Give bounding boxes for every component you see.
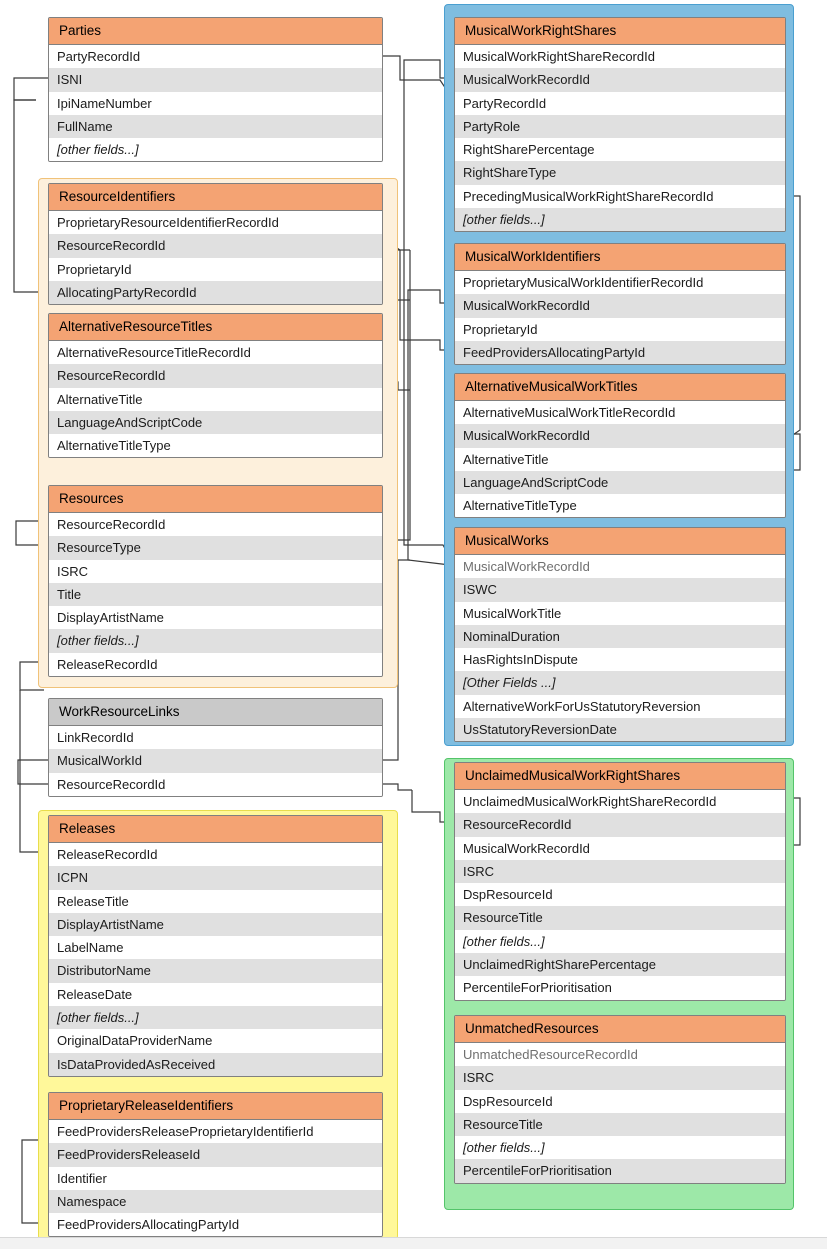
table-field-row[interactable]: ResourceTitle	[455, 906, 785, 929]
table-field-row[interactable]: PercentileForPrioritisation	[455, 976, 785, 999]
table-field-row[interactable]: UnclaimedRightSharePercentage	[455, 953, 785, 976]
table-title: MusicalWorks	[455, 528, 785, 555]
table-field-row[interactable]: Namespace	[49, 1190, 382, 1213]
table-field-row[interactable]: MusicalWorkTitle	[455, 602, 785, 625]
table-field-row[interactable]: OriginalDataProviderName	[49, 1029, 382, 1052]
table-field-row[interactable]: [other fields...]	[49, 629, 382, 652]
table-field-row[interactable]: MusicalWorkId	[49, 749, 382, 772]
table-field-row[interactable]: ICPN	[49, 866, 382, 889]
table-title: WorkResourceLinks	[49, 699, 382, 726]
table-field-row[interactable]: ResourceRecordId	[49, 773, 382, 796]
table-field-row[interactable]: [other fields...]	[455, 1136, 785, 1159]
table-field-row[interactable]: DspResourceId	[455, 1090, 785, 1113]
table-field-row[interactable]: UnmatchedResourceRecordId	[455, 1043, 785, 1066]
table-field-row[interactable]: MusicalWorkRecordId	[455, 555, 785, 578]
table-field-row[interactable]: ReleaseDate	[49, 983, 382, 1006]
table-field-row[interactable]: DisplayArtistName	[49, 913, 382, 936]
table-field-row[interactable]: ProprietaryResourceIdentifierRecordId	[49, 211, 382, 234]
table-field-row[interactable]: ResourceRecordId	[49, 364, 382, 387]
table-field-row[interactable]: IsDataProvidedAsReceived	[49, 1053, 382, 1076]
table-field-row[interactable]: DspResourceId	[455, 883, 785, 906]
table-field-row[interactable]: FeedProvidersReleaseId	[49, 1143, 382, 1166]
table-field-row[interactable]: MusicalWorkRecordId	[455, 294, 785, 317]
table-field-row[interactable]: ResourceTitle	[455, 1113, 785, 1136]
table-field-row[interactable]: FeedProvidersAllocatingPartyId	[455, 341, 785, 364]
table-field-row[interactable]: ISRC	[455, 1066, 785, 1089]
table-title: MusicalWorkRightShares	[455, 18, 785, 45]
table-field-row[interactable]: DistributorName	[49, 959, 382, 982]
table-field-row[interactable]: HasRightsInDispute	[455, 648, 785, 671]
table-field-row[interactable]: AlternativeTitleType	[455, 494, 785, 517]
table-title: ProprietaryReleaseIdentifiers	[49, 1093, 382, 1120]
table-musicalworks[interactable]	[454, 527, 786, 742]
table-title: AlternativeResourceTitles	[49, 314, 382, 341]
table-field-row[interactable]: LanguageAndScriptCode	[49, 411, 382, 434]
table-field-row[interactable]: PartyRecordId	[455, 92, 785, 115]
table-field-row[interactable]: LabelName	[49, 936, 382, 959]
table-title: MusicalWorkIdentifiers	[455, 244, 785, 271]
table-musicalworkrightshares[interactable]	[454, 17, 786, 232]
wire-parties-left-loop	[14, 78, 48, 100]
table-field-row[interactable]: ReleaseRecordId	[49, 843, 382, 866]
table-alternativemusicalworktitles[interactable]	[454, 373, 786, 518]
table-field-row[interactable]: PercentileForPrioritisation	[455, 1159, 785, 1182]
table-resources[interactable]	[48, 485, 383, 677]
table-field-row[interactable]: ProprietaryId	[455, 318, 785, 341]
table-title: Parties	[49, 18, 382, 45]
table-field-row[interactable]: AllocatingPartyRecordId	[49, 281, 382, 304]
table-title: Resources	[49, 486, 382, 513]
table-field-row[interactable]: [other fields...]	[455, 930, 785, 953]
table-field-row[interactable]: ResourceRecordId	[455, 813, 785, 836]
table-field-row[interactable]: ISRC	[455, 860, 785, 883]
table-field-row[interactable]: [other fields...]	[49, 138, 382, 161]
table-field-row[interactable]: UsStatutoryReversionDate	[455, 718, 785, 741]
table-field-row[interactable]: Identifier	[49, 1167, 382, 1190]
table-field-row[interactable]: FullName	[49, 115, 382, 138]
table-unmatchedresources[interactable]	[454, 1015, 786, 1184]
table-title: ResourceIdentifiers	[49, 184, 382, 211]
table-title: Releases	[49, 816, 382, 843]
table-field-row[interactable]: PrecedingMusicalWorkRightShareRecordId	[455, 185, 785, 208]
table-field-row[interactable]: ResourceRecordId	[49, 513, 382, 536]
table-field-row[interactable]: ResourceRecordId	[49, 234, 382, 257]
table-field-row[interactable]: [other fields...]	[49, 1006, 382, 1029]
table-releases[interactable]	[48, 815, 383, 1077]
table-title: AlternativeMusicalWorkTitles	[455, 374, 785, 401]
table-parties[interactable]	[48, 17, 383, 162]
table-workresourcelinks[interactable]	[48, 698, 383, 797]
table-resourceidentifiers[interactable]	[48, 183, 383, 305]
table-field-row[interactable]: ReleaseRecordId	[49, 653, 382, 676]
table-field-row[interactable]: AlternativeTitleType	[49, 434, 382, 457]
table-field-row[interactable]: FeedProvidersAllocatingPartyId	[49, 1213, 382, 1236]
table-field-row[interactable]: ReleaseTitle	[49, 890, 382, 913]
table-field-row[interactable]: ISRC	[49, 560, 382, 583]
table-field-row[interactable]: ISWC	[455, 578, 785, 601]
table-title: UnclaimedMusicalWorkRightShares	[455, 763, 785, 790]
table-field-row[interactable]: FeedProvidersReleaseProprietaryIdentifierId	[49, 1120, 382, 1143]
table-field-row[interactable]: DisplayArtistName	[49, 606, 382, 629]
table-field-row[interactable]: AlternativeWorkForUsStatutoryReversion	[455, 695, 785, 718]
table-field-row[interactable]: MusicalWorkRecordId	[455, 424, 785, 447]
table-field-row[interactable]: MusicalWorkRecordId	[455, 68, 785, 91]
table-musicalworkidentifiers[interactable]	[454, 243, 786, 365]
table-proprietaryreleaseidentifiers[interactable]	[48, 1092, 383, 1237]
table-title: UnmatchedResources	[455, 1016, 785, 1043]
table-field-row[interactable]: LanguageAndScriptCode	[455, 471, 785, 494]
table-field-row[interactable]: IpiNameNumber	[49, 92, 382, 115]
wire-wrl-left-loop	[18, 760, 48, 784]
table-unclaimedmusicalworkrightshares[interactable]	[454, 762, 786, 1001]
table-field-row[interactable]: AlternativeMusicalWorkTitleRecordId	[455, 401, 785, 424]
table-field-row[interactable]: [other fields...]	[455, 208, 785, 231]
table-field-row[interactable]: AlternativeTitle	[455, 448, 785, 471]
table-field-row[interactable]: ProprietaryMusicalWorkIdentifierRecordId	[455, 271, 785, 294]
table-field-row[interactable]: Title	[49, 583, 382, 606]
table-field-row[interactable]: [Other Fields ...]	[455, 671, 785, 694]
table-field-row[interactable]: RightSharePercentage	[455, 138, 785, 161]
table-field-row[interactable]: AlternativeTitle	[49, 388, 382, 411]
table-field-row[interactable]: PartyRecordId	[49, 45, 382, 68]
table-field-row[interactable]: LinkRecordId	[49, 726, 382, 749]
table-field-row[interactable]: MusicalWorkRightShareRecordId	[455, 45, 785, 68]
table-alternativeresourcetitles[interactable]	[48, 313, 383, 458]
table-field-row[interactable]: ISNI	[49, 68, 382, 91]
table-field-row[interactable]: ProprietaryId	[49, 258, 382, 281]
table-field-row[interactable]: RightShareType	[455, 161, 785, 184]
table-field-row[interactable]: NominalDuration	[455, 625, 785, 648]
table-field-row[interactable]: UnclaimedMusicalWorkRightShareRecordId	[455, 790, 785, 813]
table-field-row[interactable]: AlternativeResourceTitleRecordId	[49, 341, 382, 364]
table-field-row[interactable]: ResourceType	[49, 536, 382, 559]
wire-workresourcelinks-resource	[383, 784, 412, 790]
table-field-row[interactable]: MusicalWorkRecordId	[455, 837, 785, 860]
bottom-strip	[0, 1237, 827, 1249]
table-field-row[interactable]: PartyRole	[455, 115, 785, 138]
